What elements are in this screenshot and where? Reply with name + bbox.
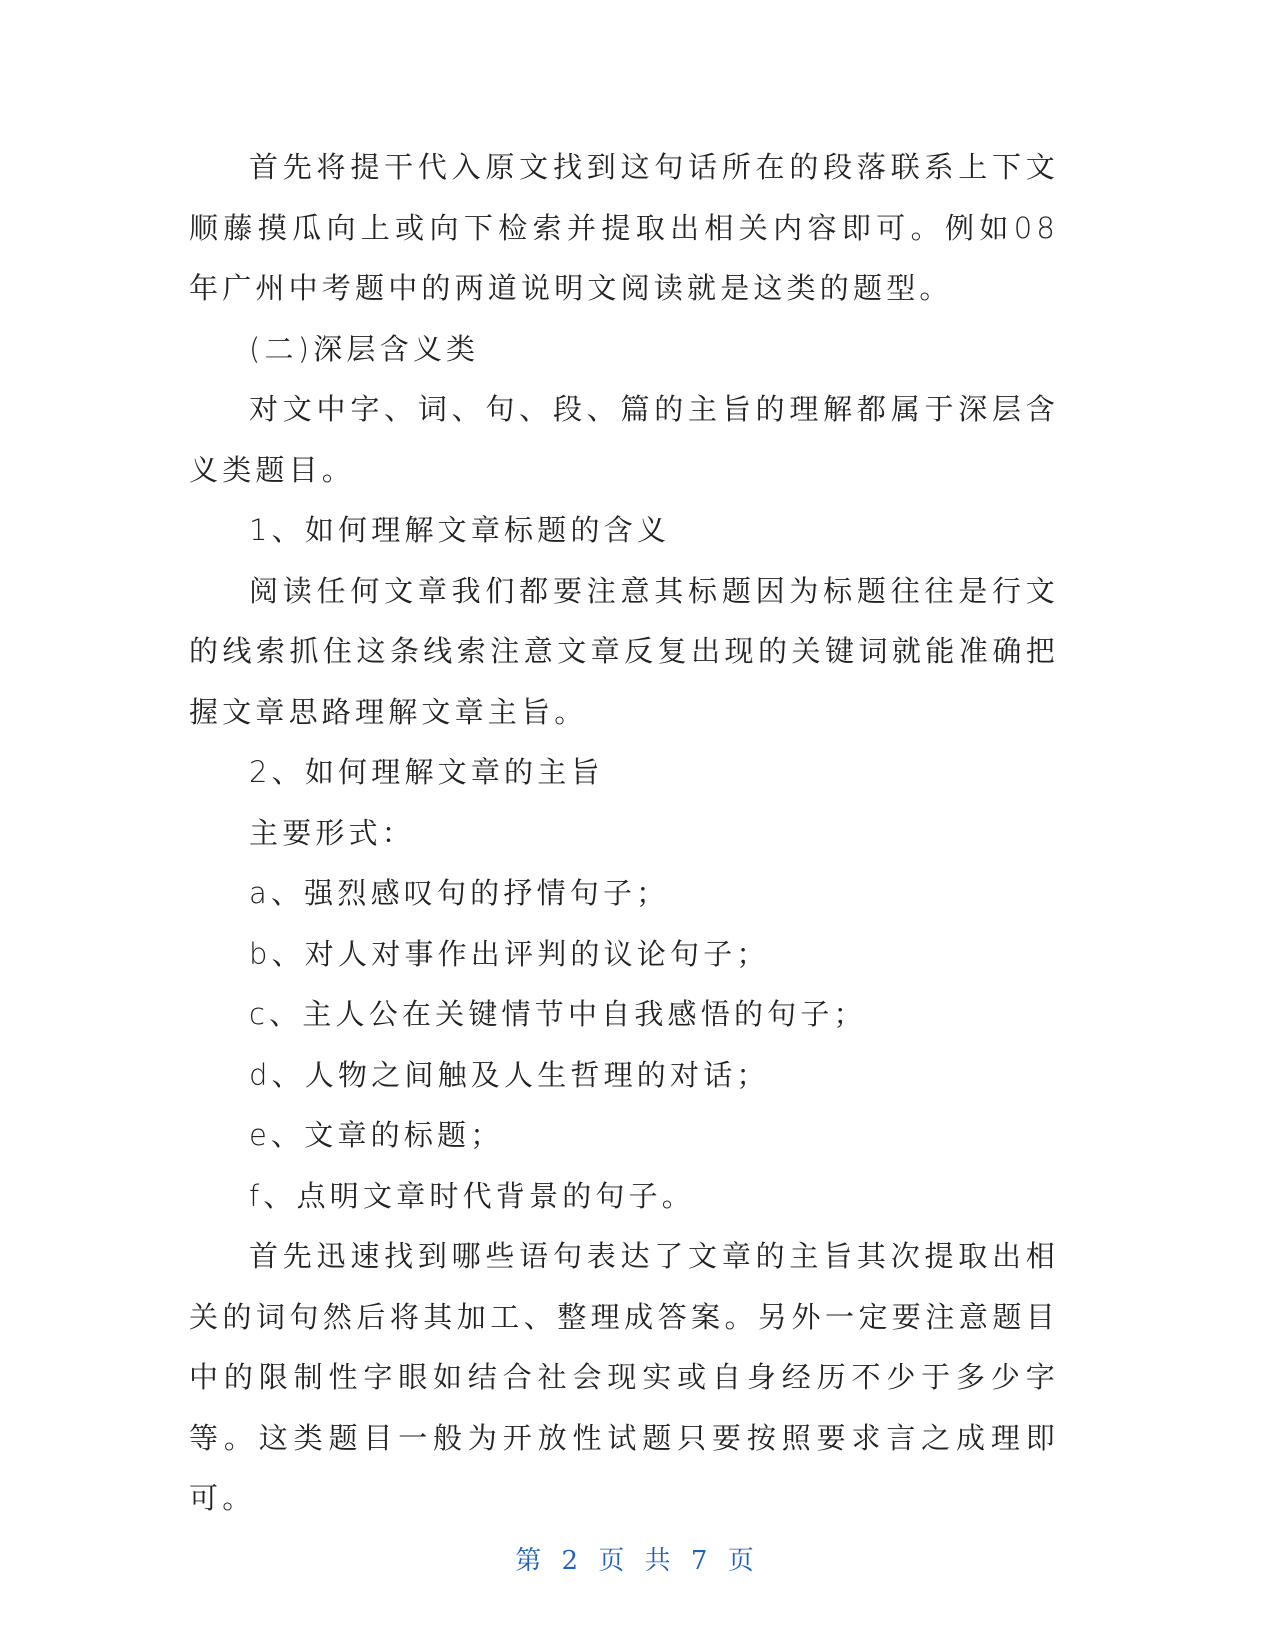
document-body — [189, 137, 1059, 1529]
subheading-title-meaning: 1、如何理解文章标题的含义 — [249, 513, 671, 547]
paragraph-deep-meaning-def: 对文中字、词、句、段、篇的主旨的理解都属于深层含义类题目。 — [189, 392, 1059, 487]
subheading-main-idea: 2、如何理解文章的主旨 — [249, 755, 604, 789]
list-item-c: c、主人公在关键情节中自我感悟的句子； — [249, 997, 867, 1031]
paragraph-title-meaning: 阅读任何文章我们都要注意其标题因为标题往往是行文的线索抓住这条线索注意文章反复出现的关键词就能准确把握文章思路理解文章主旨。 — [189, 573, 1059, 729]
list-intro: 主要形式： — [249, 815, 416, 850]
paragraph-answer-method: 首先迅速找到哪些语句表达了文章的主旨其次提取出相关的词句然后将其加工、整理成答案。另外一定要注意题目中的限制性字眼如结合社会现实或自身经历不少于多少字等。这类题目一般为开放性试题只要按照要求言之成理即可。 — [189, 1239, 1059, 1515]
paragraph-method-intro: 首先将提干代入原文找到这句话所在的段落联系上下文顺藤摸瓜向上或向下检索并提取出相关内容即可。例如08年广州中考题中的两道说明文阅读就是这类的题型。 — [189, 150, 1059, 305]
list-item-a: a、强烈感叹句的抒情句子； — [249, 876, 670, 910]
list-item-d: d、人物之间触及人生哲理的对话； — [249, 1057, 770, 1092]
list-item-e: e、文章的标题； — [249, 1118, 504, 1152]
page-number-footer: 第 2 页 共 7 页 — [515, 1546, 760, 1576]
list-item-f: f、点明文章时代背景的句子。 — [249, 1178, 696, 1213]
section-heading-deep-meaning: (二)深层含义类 — [249, 331, 480, 366]
list-item-b: b、对人对事作出评判的议论句子； — [249, 936, 770, 971]
